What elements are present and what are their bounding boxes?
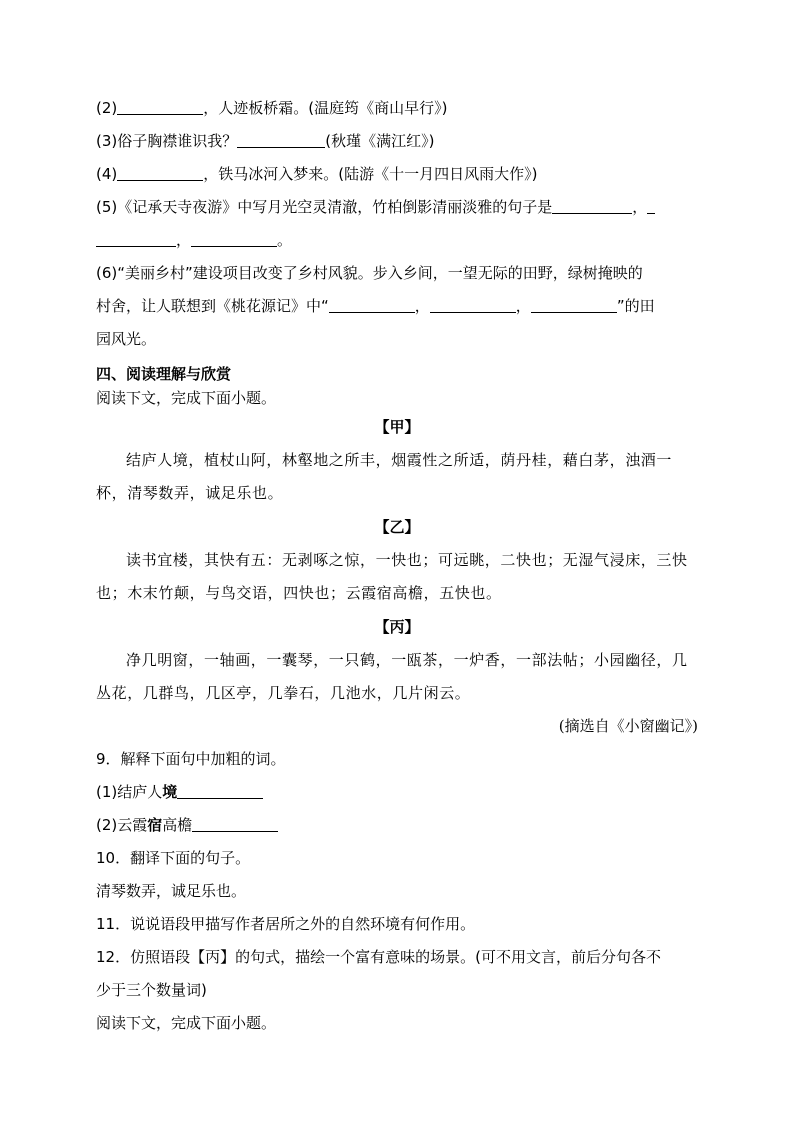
fill-item-2 bbox=[96, 92, 698, 125]
passage-bing-title: 【丙】 bbox=[374, 618, 420, 636]
fill-item-6-sep: ， bbox=[515, 297, 531, 315]
fill-item-6-text: (6)“美丽乡村”建设项目改变了乡村风貌。步入乡间，一望无际的田野，绿树掩映的 bbox=[96, 264, 643, 282]
fill-item-2-prefix: (2) bbox=[96, 99, 118, 117]
fill-item-5-line1 bbox=[96, 191, 698, 224]
answer-blank[interactable] bbox=[191, 230, 277, 247]
passage-jia-text: 结庐人境，植杖山阿，林壑地之所丰，烟霞性之所适，荫丹桂，藉白茅，浊酒一杯，清琴数弄，诚足乐也。 bbox=[96, 451, 673, 502]
answer-blank[interactable] bbox=[96, 230, 176, 247]
next-reading-instruction: 阅读下文，完成下面小题。 bbox=[96, 1014, 277, 1032]
passage-jia-title: 【甲】 bbox=[374, 418, 420, 436]
fill-item-5-text: (5)《记承天寺夜游》中写月光空灵清澈，竹柏倒影清丽淡雅的句子是 bbox=[96, 198, 553, 216]
passage-bing-text: 净几明窗，一轴画，一囊琴，一只鹤，一瓯茶，一炉香，一部法帖；小园幽径，几丛花，几群鸟，几区亭，几拳石，几池水，几片闲云。 bbox=[96, 651, 688, 702]
fill-item-6-prefix: 村舍，让人联想到《桃花源记》中“ bbox=[96, 297, 329, 315]
fill-item-2-suffix: ，人迹板桥霜。(温庭筠《商山早行》) bbox=[203, 99, 448, 117]
fill-item-6-end: 园风光。 bbox=[96, 330, 157, 348]
question-12-line1: 12．仿照语段【丙】的句式，描绘一个富有意味的场景。(可不用文言，前后分句各不 bbox=[96, 948, 661, 966]
fill-item-6-line2 bbox=[96, 290, 698, 323]
fill-item-5-sep: ， bbox=[176, 231, 192, 249]
answer-blank[interactable] bbox=[329, 296, 415, 313]
passage-source: (摘选自《小窗幽记》) bbox=[558, 717, 698, 735]
fill-item-4-prefix: (4) bbox=[96, 165, 118, 183]
question-9-1-prefix: (1)结庐人 bbox=[96, 783, 163, 801]
passage-yi-text: 读书宜楼，其快有五：无剥啄之惊，一快也；可远眺，二快也；无湿气浸床，三快也；木末竹颠，与鸟交语，四快也；云霞宿高檐，五快也。 bbox=[96, 551, 688, 602]
fill-item-6-suffix: ”的田 bbox=[616, 297, 655, 315]
fill-item-5-end: 。 bbox=[277, 231, 293, 249]
fill-item-6-line1 bbox=[96, 257, 698, 290]
question-12-line2: 少于三个数量词) bbox=[96, 981, 207, 999]
answer-blank[interactable] bbox=[430, 296, 516, 313]
answer-blank[interactable] bbox=[647, 197, 655, 214]
bold-word: 宿 bbox=[147, 816, 163, 834]
question-9-2-prefix: (2)云霞 bbox=[96, 816, 148, 834]
fill-item-6-line3 bbox=[96, 323, 698, 356]
answer-blank[interactable] bbox=[237, 131, 325, 148]
question-10-sentence: 清琴数弄，诚足乐也。 bbox=[96, 882, 247, 900]
fill-item-5-sep: ， bbox=[632, 198, 648, 216]
fill-item-4-suffix: ，铁马冰河入梦来。(陆游《十一月四日风雨大作》) bbox=[203, 165, 538, 183]
fill-item-5-line2 bbox=[96, 224, 698, 257]
question-9: 9．解释下面句中加粗的词。 bbox=[96, 750, 286, 768]
answer-blank[interactable] bbox=[531, 296, 617, 313]
fill-item-4 bbox=[96, 158, 698, 191]
answer-blank[interactable] bbox=[177, 782, 263, 799]
fill-item-3-prefix: (3)俗子胸襟谁识我？ bbox=[96, 132, 238, 150]
question-9-2 bbox=[96, 809, 698, 842]
fill-item-3 bbox=[96, 125, 698, 158]
question-11: 11．说说语段甲描写作者居所之外的自然环境有何作用。 bbox=[96, 915, 476, 933]
answer-blank[interactable] bbox=[552, 197, 632, 214]
fill-item-6-sep: ， bbox=[414, 297, 430, 315]
question-9-1 bbox=[96, 776, 698, 809]
question-9-2-suffix: 高檐 bbox=[162, 816, 193, 834]
question-10: 10．翻译下面的句子。 bbox=[96, 849, 251, 867]
page-content bbox=[96, 92, 698, 1040]
reading-instruction: 阅读下文，完成下面小题。 bbox=[96, 389, 277, 407]
section-heading: 四、阅读理解与欣赏 bbox=[96, 365, 232, 383]
passage-yi-title: 【乙】 bbox=[374, 518, 420, 536]
bold-word: 境 bbox=[162, 783, 178, 801]
fill-item-3-suffix: (秋瑾《满江红》) bbox=[325, 132, 435, 150]
answer-blank[interactable] bbox=[117, 98, 203, 115]
answer-blank[interactable] bbox=[117, 164, 203, 181]
answer-blank[interactable] bbox=[192, 815, 278, 832]
